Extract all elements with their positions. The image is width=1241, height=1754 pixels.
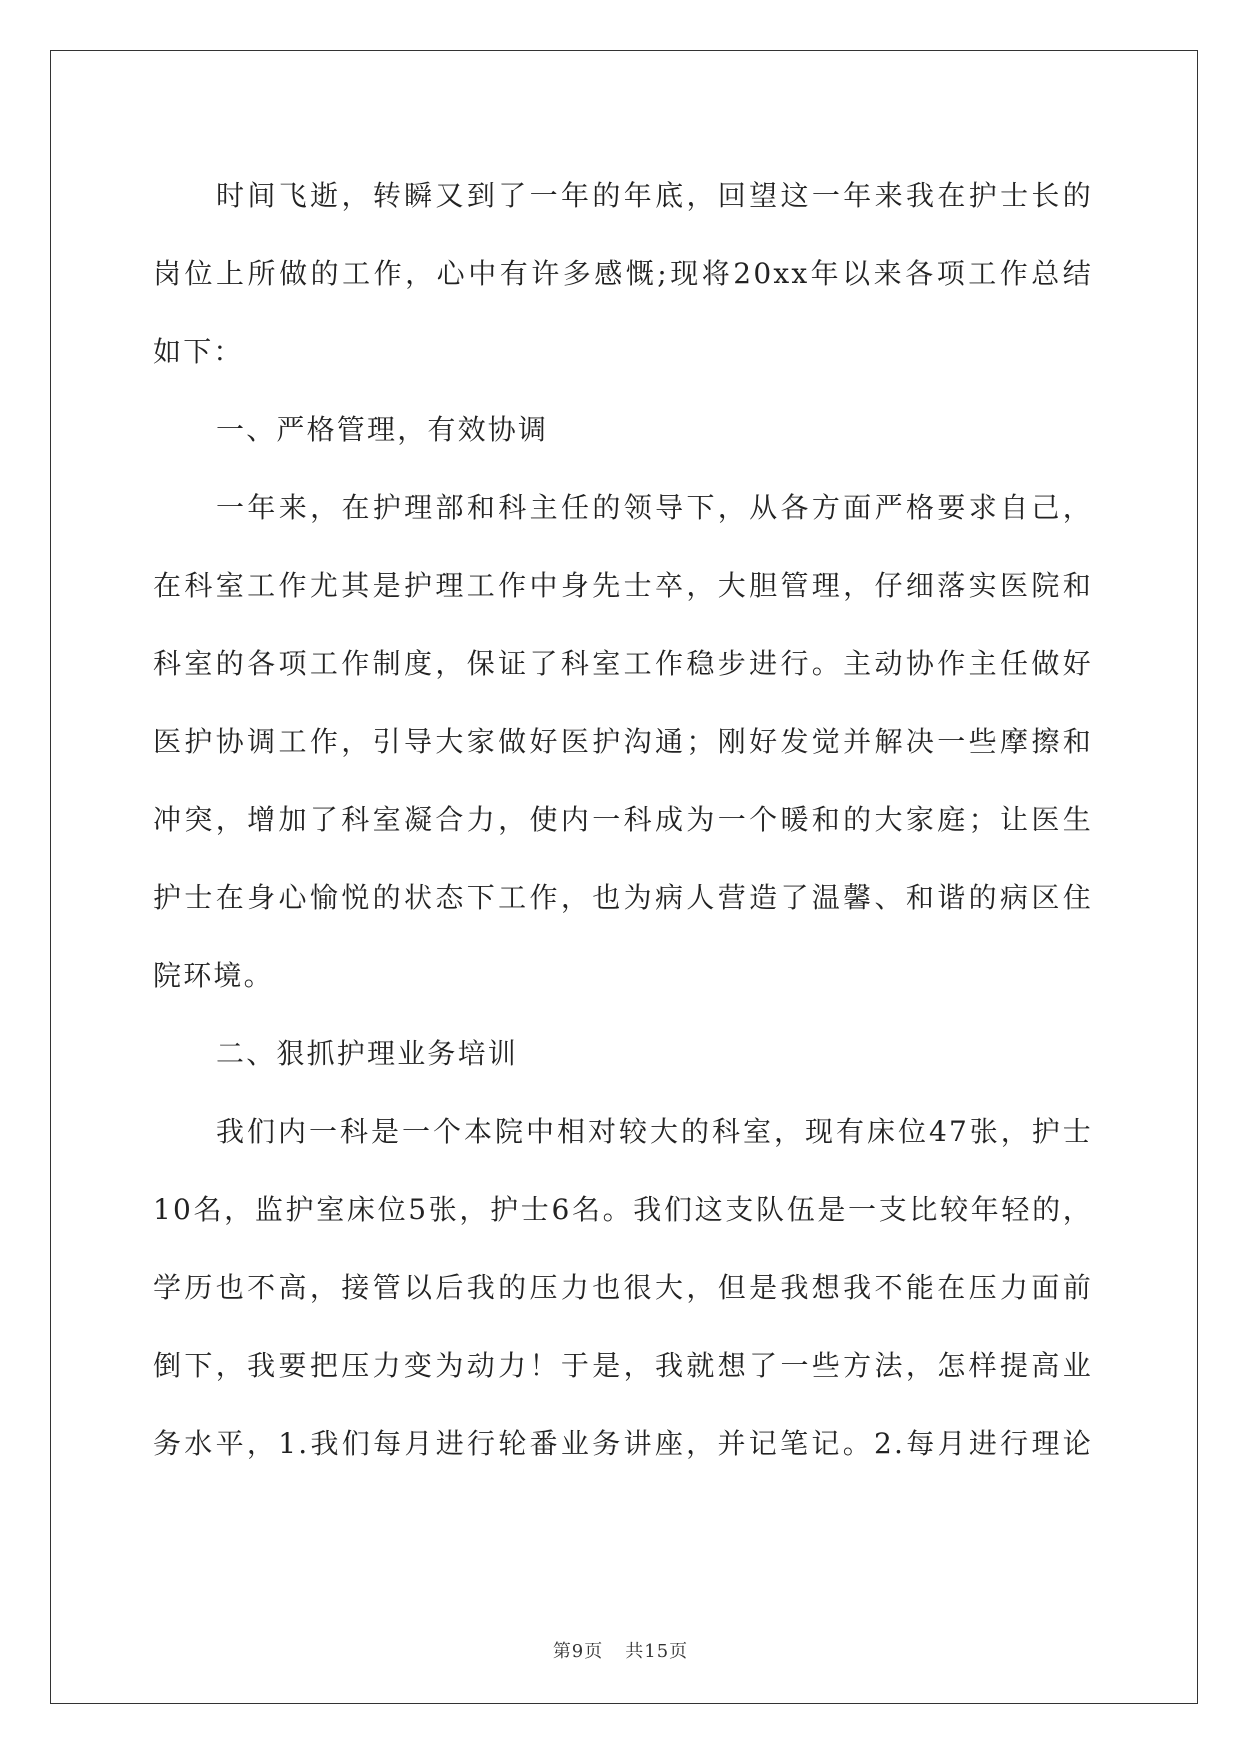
paragraph-1-line-6: 护士在身心愉悦的状态下工作，也为病人营造了温馨、和谐的病区住 — [153, 881, 1093, 914]
paragraph-2-line-2: 10名，监护室床位5张，护士6名。我们这支队伍是一支比较年轻的， — [153, 1193, 1093, 1226]
paragraph-intro-line-1: 时间飞逝，转瞬又到了一年的年底，回望这一年来我在护士长的 — [216, 179, 1093, 212]
section-heading-1: 一、严格管理，有效协调 — [216, 413, 549, 446]
page-footer — [0, 1637, 1241, 1663]
section-heading-2: 二、狠抓护理业务培训 — [216, 1037, 519, 1070]
paragraph-2-line-4: 倒下，我要把压力变为动力！于是，我就想了一些方法，怎样提高业 — [153, 1349, 1093, 1382]
page-number: 第9页 — [552, 1641, 604, 1662]
paragraph-intro-line-3: 如下： — [153, 335, 244, 368]
paragraph-1-line-1: 一年来，在护理部和科主任的领导下，从各方面严格要求自己， — [216, 491, 1093, 524]
paragraph-intro-line-2: 岗位上所做的工作，心中有许多感慨;现将20xx年以来各项工作总结 — [153, 257, 1093, 290]
paragraph-2-line-1: 我们内一科是一个本院中相对较大的科室，现有床位47张，护士 — [216, 1115, 1093, 1148]
paragraph-1-line-2: 在科室工作尤其是护理工作中身先士卒，大胆管理，仔细落实医院和 — [153, 569, 1093, 602]
paragraph-2-line-3: 学历也不高，接管以后我的压力也很大，但是我想我不能在压力面前 — [153, 1271, 1093, 1304]
paragraph-1-line-5: 冲突，增加了科室凝合力，使内一科成为一个暖和的大家庭；让医生 — [153, 803, 1093, 836]
page-total: 共15页 — [625, 1641, 689, 1662]
paragraph-2-line-5: 务水平，1.我们每月进行轮番业务讲座，并记笔记。2.每月进行理论 — [153, 1427, 1093, 1460]
paragraph-1-line-7: 院环境。 — [153, 959, 274, 992]
document-body — [153, 157, 1093, 1483]
paragraph-1-line-4: 医护协调工作，引导大家做好医护沟通；刚好发觉并解决一些摩擦和 — [153, 725, 1093, 758]
paragraph-1-line-3: 科室的各项工作制度，保证了科室工作稳步进行。主动协作主任做好 — [153, 647, 1093, 680]
